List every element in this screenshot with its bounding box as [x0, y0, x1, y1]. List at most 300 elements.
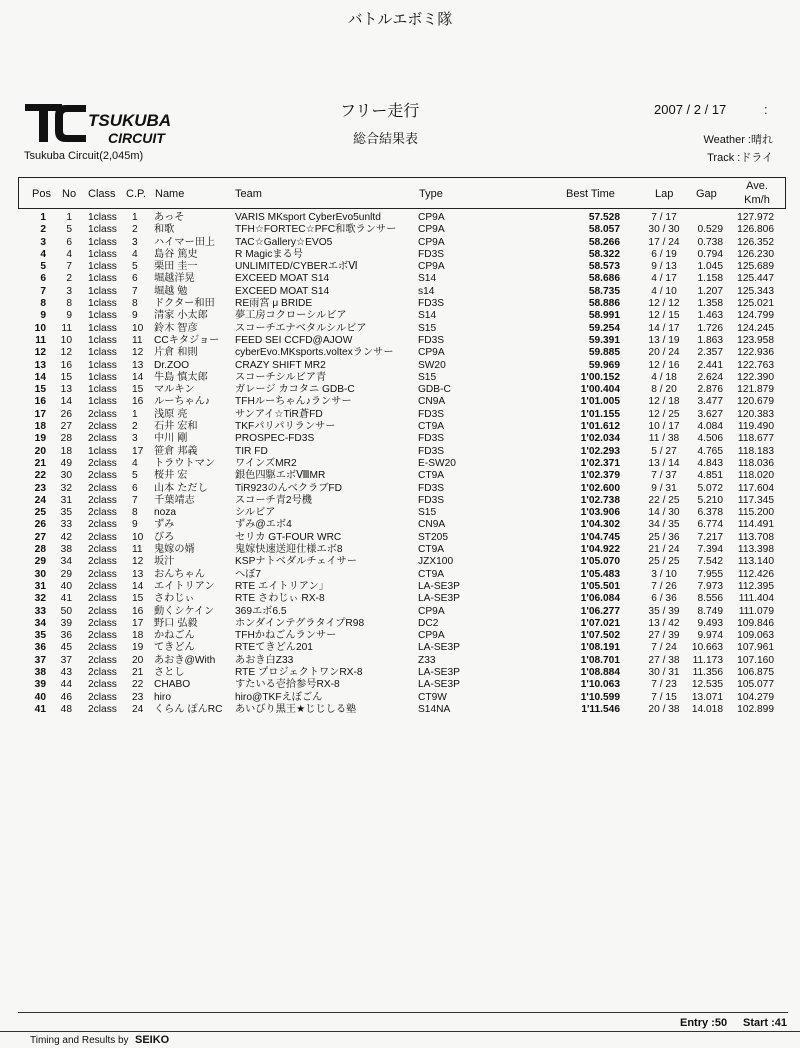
table-row: [18, 421, 786, 433]
cell-pos: 14: [34, 371, 46, 383]
table-row: [18, 679, 786, 691]
cell-cp: 11: [132, 544, 143, 556]
cell-best-time: 1'02.738: [580, 494, 620, 506]
cell-name: マルキン: [154, 384, 195, 396]
cell-class: 1class: [88, 310, 117, 322]
cell-name: あっそ: [154, 212, 185, 223]
cell-type: GDB-C: [418, 384, 451, 396]
cell-gap: 1.158: [697, 273, 723, 285]
cell-class: 1class: [88, 334, 117, 346]
cell-class: 1class: [88, 384, 117, 396]
cell-no: 48: [60, 703, 72, 715]
cell-team: ガレージ カコタニ GDB-C: [235, 384, 355, 396]
cell-pos: 13: [34, 359, 46, 371]
cell-team: TIR FD: [235, 445, 268, 457]
cell-pos: 1: [40, 212, 46, 223]
cell-cp: 15: [132, 384, 144, 396]
cell-lap: 9 / 13: [651, 261, 677, 273]
cell-type: CT9W: [418, 691, 447, 703]
cell-name: ドクター和田: [154, 298, 215, 310]
cell-no: 41: [60, 593, 72, 605]
cell-lap: 7 / 15: [651, 691, 677, 703]
table-row: [18, 642, 786, 654]
table-row: [18, 224, 786, 236]
cell-ave-speed: 114.491: [737, 519, 774, 531]
cell-class: 2class: [88, 433, 117, 445]
cell-no: 30: [60, 470, 72, 482]
cell-cp: 3: [132, 433, 138, 445]
cell-pos: 31: [34, 580, 46, 592]
cell-pos: 37: [34, 654, 46, 666]
cell-best-time: 1'02.600: [580, 482, 620, 494]
cell-class: 1class: [88, 224, 117, 236]
cell-type: FD3S: [418, 482, 445, 494]
cell-cp: 16: [132, 605, 144, 617]
cell-pos: 25: [34, 507, 46, 519]
cell-name: さとし: [154, 666, 185, 678]
cell-name: noza: [154, 507, 177, 519]
cell-lap: 30 / 30: [648, 224, 680, 236]
table-row: [18, 618, 786, 630]
cell-ave-speed: 122.936: [737, 347, 774, 359]
cell-pos: 27: [34, 531, 46, 543]
cell-cp: 8: [132, 507, 138, 519]
cell-name: くらん ぽんRC: [154, 703, 223, 715]
cell-lap: 35 / 39: [648, 605, 680, 617]
cell-name: 和歌: [154, 224, 175, 236]
cell-no: 43: [60, 666, 72, 678]
cell-ave-speed: 124.245: [737, 322, 774, 334]
cell-best-time: 1'08.191: [580, 642, 620, 654]
cell-cp: 8: [132, 298, 138, 310]
cell-lap: 7 / 17: [651, 212, 677, 223]
cell-team: KSPナトベダルチェイサー: [235, 556, 357, 568]
cell-team: TKFパリパリランサー: [235, 421, 336, 433]
cell-cp: 4: [132, 248, 138, 260]
cell-class: 2class: [88, 666, 117, 678]
cell-cp: 20: [132, 654, 144, 666]
cell-ave-speed: 105.077: [737, 679, 774, 691]
cell-team: セリカ GT-FOUR WRC: [235, 531, 342, 543]
cell-class: 2class: [88, 617, 117, 629]
cell-name: かねごん: [154, 630, 195, 642]
cell-team: RTE エイトリアン」: [235, 580, 329, 592]
cell-ave-speed: 118.020: [737, 470, 774, 482]
table-row: [18, 593, 786, 605]
cell-pos: 35: [34, 630, 46, 642]
cell-gap: 9.493: [697, 617, 723, 629]
cell-lap: 4 / 18: [651, 371, 677, 383]
cell-name: 野口 弘毅: [154, 617, 198, 629]
cell-best-time: 1'07.021: [580, 617, 620, 629]
cell-type: JZX100: [418, 556, 454, 568]
cell-type: CT9A: [418, 568, 445, 580]
cell-lap: 4 / 17: [651, 273, 677, 285]
cell-lap: 17 / 24: [648, 236, 680, 248]
cell-ave-speed: 117.604: [737, 482, 774, 494]
cell-gap: 5.210: [697, 494, 723, 506]
cell-ave-speed: 115.200: [737, 507, 774, 519]
cell-name: トラウトマン: [154, 457, 216, 469]
cell-type: CP9A: [418, 224, 445, 236]
cell-team: 369エボ6.5: [235, 605, 287, 617]
cell-pos: 4: [40, 248, 46, 260]
cell-best-time: 59.254: [588, 322, 620, 334]
cell-lap: 8 / 20: [651, 384, 677, 396]
cell-lap: 12 / 16: [648, 359, 680, 371]
cell-type: CP9A: [418, 347, 445, 359]
cell-no: 44: [60, 679, 72, 691]
cell-team: へぼ7: [235, 568, 262, 580]
cell-class: 2class: [88, 642, 117, 654]
cell-team: UNLIMITED/CYBERエボⅥ: [235, 261, 358, 273]
cell-team: 銀色四駆エボⅧMR: [235, 470, 326, 482]
table-row: [18, 692, 786, 704]
cell-team: FEED SEI CCFD@AJOW: [235, 334, 353, 346]
cell-cp: 13: [132, 568, 144, 580]
cell-name: 清家 小太郎: [154, 310, 208, 322]
page-title: バトルエボミ隊: [347, 11, 453, 28]
cell-team: cyberEvo.MKsports.voltexランサー: [235, 347, 394, 359]
cell-best-time: 58.735: [588, 285, 620, 297]
table-row: [18, 433, 786, 445]
cell-team: スコーチ青2号機: [235, 494, 312, 506]
cell-class: 1class: [88, 285, 117, 297]
timing-credit: Timing and Results by: [30, 1035, 129, 1046]
cell-team: TFHかねごんランサー: [235, 630, 337, 642]
cell-pos: 28: [34, 544, 46, 556]
cell-no: 6: [66, 236, 72, 248]
cell-ave-speed: 111.079: [738, 605, 774, 617]
bottom-divider: [0, 1031, 800, 1032]
cell-lap: 9 / 31: [651, 482, 677, 494]
cell-cp: 24: [132, 703, 144, 715]
cell-cp: 10: [132, 531, 144, 543]
cell-cp: 23: [132, 691, 144, 703]
cell-class: 1class: [88, 236, 117, 248]
cell-team: R Magicまる号: [235, 248, 303, 260]
cell-ave-speed: 104.279: [737, 691, 774, 703]
cell-no: 27: [60, 421, 72, 433]
cell-no: 46: [60, 691, 72, 703]
cell-cp: 22: [132, 679, 144, 691]
cell-lap: 20 / 38: [648, 703, 680, 715]
cell-cp: 2: [132, 421, 138, 433]
cell-cp: 2: [132, 224, 138, 236]
cell-ave-speed: 127.972: [737, 212, 774, 223]
cell-gap: 6.774: [697, 519, 723, 531]
cell-lap: 4 / 10: [651, 285, 677, 297]
cell-best-time: 1'00.152: [580, 371, 620, 383]
cell-team: スコーチシルビア青: [235, 371, 327, 383]
cell-best-time: 1'01.612: [580, 421, 620, 433]
cell-best-time: 1'02.379: [580, 470, 620, 482]
cell-pos: 36: [34, 642, 46, 654]
cell-gap: 10.663: [691, 642, 723, 654]
cell-pos: 21: [34, 457, 46, 469]
cell-pos: 8: [40, 298, 46, 310]
cell-lap: 3 / 10: [651, 568, 677, 580]
cell-team: CRAZY SHIFT MR2: [235, 359, 326, 371]
cell-best-time: 58.991: [588, 310, 620, 322]
logo-text-tsukuba: TSUKUBA: [88, 111, 172, 130]
cell-lap: 11 / 38: [648, 433, 680, 445]
col-type: Type: [419, 188, 443, 200]
cell-name: 石井 宏和: [154, 421, 198, 433]
cell-ave-speed: 118.036: [737, 457, 774, 469]
cell-class: 2class: [88, 593, 117, 605]
cell-pos: 23: [34, 482, 46, 494]
cell-cp: 4: [132, 457, 138, 469]
cell-gap: 4.506: [697, 433, 723, 445]
cell-type: LA-SE3P: [418, 580, 460, 592]
table-row: [18, 261, 786, 273]
table-row: [18, 273, 786, 285]
cell-lap: 21 / 24: [648, 544, 680, 556]
cell-pos: 33: [34, 605, 46, 617]
col-name: Name: [155, 188, 185, 200]
table-row: [18, 335, 786, 347]
cell-no: 45: [60, 642, 72, 654]
cell-ave-speed: 126.806: [737, 224, 774, 236]
cell-no: 34: [60, 556, 72, 568]
cell-name: 笹倉 邦義: [154, 445, 198, 457]
cell-name: 浅原 亮: [154, 408, 188, 420]
cell-cp: 12: [132, 347, 144, 359]
time: :: [764, 102, 768, 117]
cell-name: 鈴木 智彦: [154, 322, 198, 334]
cell-ave-speed: 124.799: [737, 310, 774, 322]
cell-lap: 10 / 17: [648, 421, 680, 433]
cell-cp: 21: [132, 666, 144, 678]
cell-class: 2class: [88, 568, 117, 580]
cell-type: CP9A: [418, 236, 445, 248]
cell-gap: 11.173: [692, 654, 723, 666]
table-row: [18, 470, 786, 482]
cell-class: 2class: [88, 531, 117, 543]
cell-name: エイトリアン: [154, 580, 215, 592]
cell-name: てきどん: [154, 642, 195, 654]
cell-pos: 29: [34, 556, 46, 568]
cell-team: TAC☆Gallery☆EVO5: [235, 236, 333, 248]
cell-name: CCキタジョー: [154, 334, 220, 346]
cell-lap: 7 / 24: [651, 642, 677, 654]
cell-ave-speed: 109.063: [737, 630, 774, 642]
cell-pos: 15: [34, 384, 46, 396]
col-best-time: Best Time: [566, 188, 615, 200]
table-row: [18, 544, 786, 556]
cell-no: 8: [66, 298, 72, 310]
cell-best-time: 1'10.063: [580, 679, 620, 691]
cell-lap: 13 / 42: [648, 617, 680, 629]
cell-class: 1class: [88, 273, 117, 285]
cell-team: EXCEED MOAT S14: [235, 285, 330, 297]
table-row: [18, 483, 786, 495]
cell-lap: 20 / 24: [648, 347, 680, 359]
cell-ave-speed: 112.426: [737, 568, 774, 580]
cell-type: ST205: [418, 531, 449, 543]
cell-cp: 11: [132, 334, 143, 346]
cell-no: 1: [66, 212, 72, 223]
cell-gap: 1.463: [697, 310, 723, 322]
cell-ave-speed: 118.677: [737, 433, 774, 445]
cell-ave-speed: 122.763: [737, 359, 774, 371]
cell-cp: 17: [132, 445, 144, 457]
cell-no: 13: [60, 384, 72, 396]
cell-best-time: 1'04.745: [580, 531, 620, 543]
cell-type: FD3S: [418, 248, 445, 260]
results-table-body: [18, 212, 786, 716]
cell-type: S14: [418, 273, 437, 285]
cell-gap: 7.542: [697, 556, 723, 568]
cell-pos: 2: [40, 224, 46, 236]
cell-class: 2class: [88, 580, 117, 592]
cell-pos: 12: [34, 347, 46, 359]
cell-class: 2class: [88, 519, 117, 531]
cell-cp: 3: [132, 236, 138, 248]
table-row: [18, 372, 786, 384]
cell-best-time: 1'01.155: [580, 408, 620, 420]
cell-type: CP9A: [418, 630, 445, 642]
cell-cp: 5: [132, 261, 138, 273]
cell-lap: 25 / 36: [648, 531, 680, 543]
cell-team: 夢工房コクローシルビア: [235, 310, 347, 322]
cell-team: TiR923のんべクラブFD: [235, 482, 342, 494]
table-row: [18, 458, 786, 470]
cell-type: FD3S: [418, 494, 445, 506]
cell-class: 2class: [88, 691, 117, 703]
table-row: [18, 581, 786, 593]
cell-ave-speed: 109.846: [737, 617, 774, 629]
cell-gap: 7.973: [697, 580, 723, 592]
cell-gap: 9.974: [697, 630, 723, 642]
cell-best-time: 1'02.371: [580, 457, 620, 469]
session-title: フリー走行: [340, 103, 420, 120]
cell-ave-speed: 120.679: [737, 396, 774, 408]
cell-lap: 5 / 27: [651, 445, 677, 457]
cell-cp: 7: [132, 494, 138, 506]
cell-no: 40: [60, 580, 72, 592]
cell-no: 9: [66, 310, 72, 322]
cell-team: サンアイ☆TiR蒼FD: [235, 408, 323, 420]
cell-gap: 14.018: [691, 703, 723, 715]
cell-class: 2class: [88, 703, 117, 715]
col-team: Team: [235, 188, 262, 200]
table-row: [18, 704, 786, 716]
cell-lap: 27 / 39: [648, 630, 680, 642]
cell-pos: 39: [34, 679, 46, 691]
cell-no: 15: [60, 371, 72, 383]
cell-no: 12: [60, 347, 72, 359]
cell-team: PROSPEC-FD3S: [235, 433, 315, 445]
table-row: [18, 519, 786, 531]
table-row: [18, 495, 786, 507]
cell-ave-speed: 125.021: [737, 298, 774, 310]
cell-no: 26: [60, 408, 72, 420]
cell-best-time: 1'10.599: [580, 691, 620, 703]
col-cp: C.P.: [126, 188, 146, 200]
cell-name: 桜井 宏: [154, 470, 188, 482]
cell-no: 3: [66, 285, 72, 297]
cell-no: 39: [60, 617, 72, 629]
cell-lap: 34 / 35: [648, 519, 680, 531]
cell-name: 動くシケイン: [154, 605, 215, 617]
table-row: [18, 360, 786, 372]
table-row: [18, 667, 786, 679]
table-row: [18, 655, 786, 667]
cell-name: 島谷 篤史: [154, 248, 198, 260]
cell-type: S15: [418, 322, 437, 334]
col-lap: Lap: [655, 188, 674, 200]
cell-cp: 16: [132, 396, 144, 408]
cell-pos: 34: [34, 617, 46, 629]
cell-type: FD3S: [418, 408, 445, 420]
date: 2007 / 2 / 17: [654, 102, 727, 117]
cell-no: 32: [60, 482, 72, 494]
cell-type: CP9A: [418, 605, 445, 617]
cell-cp: 5: [132, 470, 138, 482]
cell-name: びろ: [154, 531, 175, 543]
cell-class: 2class: [88, 630, 117, 642]
cell-lap: 25 / 25: [648, 556, 680, 568]
cell-name: 堀越 勉: [154, 285, 188, 297]
cell-class: 2class: [88, 470, 117, 482]
cell-type: CT9A: [418, 421, 445, 433]
cell-gap: 4.843: [697, 457, 723, 469]
cell-type: FD3S: [418, 298, 445, 310]
cell-gap: 7.955: [697, 568, 723, 580]
tc-emblem-icon: [25, 104, 86, 142]
cell-type: DC2: [418, 617, 439, 629]
cell-name: あおき@With: [154, 654, 216, 666]
cell-no: 31: [60, 494, 72, 506]
cell-type: CT9A: [418, 470, 445, 482]
cell-name: 山本 ただし: [154, 482, 208, 494]
cell-pos: 18: [34, 421, 46, 433]
cell-ave-speed: 117.345: [737, 494, 774, 506]
cell-pos: 38: [34, 666, 46, 678]
table-row: [18, 384, 786, 396]
cell-lap: 14 / 17: [648, 322, 680, 334]
cell-name: 片倉 和則: [154, 347, 198, 359]
cell-best-time: 59.969: [588, 359, 620, 371]
cell-class: 2class: [88, 482, 117, 494]
cell-lap: 7 / 23: [651, 679, 677, 691]
logo-text-circuit: CIRCUIT: [108, 130, 165, 146]
table-row: [18, 446, 786, 458]
table-row: [18, 212, 786, 224]
col-pos: Pos: [32, 188, 51, 200]
cell-team: あおき白Z33: [235, 654, 294, 666]
circuit-name: Tsukuba Circuit(2,045m): [24, 150, 144, 162]
cell-no: 28: [60, 433, 72, 445]
seiko-logo: SEIKO: [135, 1034, 170, 1046]
table-row: [18, 396, 786, 408]
cell-pos: 6: [40, 273, 46, 285]
cell-no: 50: [60, 605, 72, 617]
cell-gap: 11.356: [692, 666, 723, 678]
cell-pos: 10: [34, 322, 46, 334]
weather: Weather :晴れ: [703, 134, 773, 146]
cell-gap: 0.794: [697, 248, 723, 260]
cell-ave-speed: 102.899: [737, 703, 774, 715]
cell-gap: 2.357: [697, 347, 723, 359]
cell-no: 42: [60, 531, 72, 543]
col-class: Class: [88, 188, 116, 200]
cell-ave-speed: 113.140: [737, 556, 774, 568]
cell-pos: 9: [40, 310, 46, 322]
cell-name: 牛島 慎太郎: [154, 371, 208, 383]
